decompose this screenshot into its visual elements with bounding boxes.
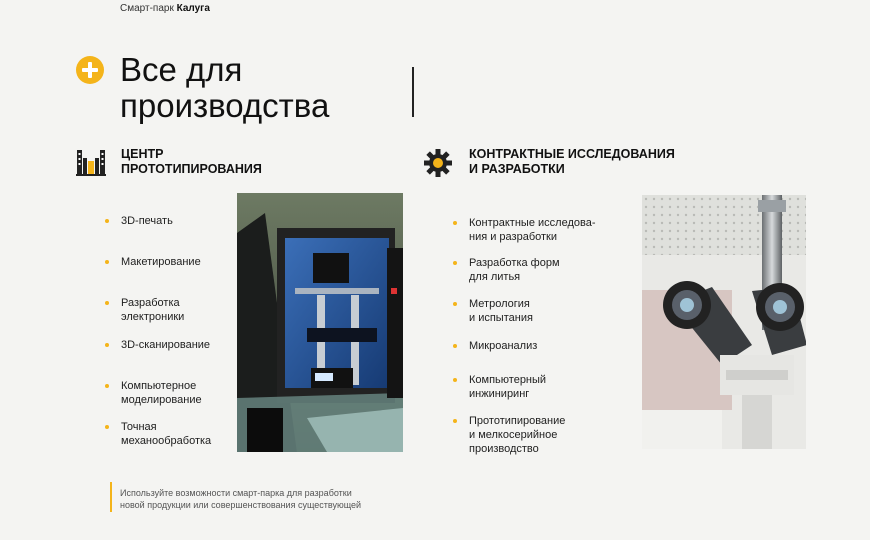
list-item (469, 339, 639, 353)
plus-icon (76, 56, 104, 84)
list-item-text: Разработка (121, 297, 180, 309)
section-heading-line: ЦЕНТР (121, 147, 164, 161)
list-item-text: инжиниринг (469, 388, 530, 400)
ghost-text (500, 60, 508, 92)
list-item-text: ния и разработки (469, 231, 557, 243)
list-item (469, 373, 639, 401)
3d-printer-photo (237, 193, 403, 452)
list-item (469, 297, 639, 325)
list-item (469, 414, 639, 456)
bullet-icon (453, 378, 457, 382)
section-heading-line: КОНТРАКТНЫЕ ИССЛЕДОВАНИЯ (469, 147, 675, 161)
list-item-text: Метрология (469, 298, 530, 310)
list-item-text: механообработка (121, 435, 212, 447)
page-title (120, 52, 410, 124)
list-item-text: 3D-сканирование (121, 339, 211, 351)
bullet-icon (453, 419, 457, 423)
list-item-text: Контрактные исследова- (469, 217, 596, 229)
list-item-text: Микроанализ (469, 340, 538, 352)
caption-accent-bar (110, 482, 112, 512)
list-item-text: для литья (469, 271, 521, 283)
list-item-text: Прототипирование (469, 415, 566, 427)
header-brand: Калуга (176, 3, 210, 14)
bullet-icon (105, 384, 109, 388)
section-heading-research (469, 147, 709, 177)
gear-icon (422, 147, 454, 179)
header-prefix: Смарт-парк (120, 3, 174, 14)
page-title-line1: Все для (120, 51, 243, 88)
bullet-icon (105, 425, 109, 429)
bullet-icon (105, 301, 109, 305)
bullet-icon (453, 302, 457, 306)
list-item-text: Точная (121, 421, 157, 433)
list-item (469, 256, 639, 284)
bullet-icon (453, 261, 457, 265)
bullet-icon (105, 260, 109, 264)
bullet-icon (453, 344, 457, 348)
list-item-text: и мелкосерийное (469, 429, 558, 441)
caption-text (120, 487, 420, 511)
list-item-text: моделирование (121, 394, 202, 406)
caption-line: новой продукции или совершенствования существующей (120, 500, 362, 510)
page-header (120, 3, 210, 14)
page-title-line2: производства (120, 87, 330, 124)
list-item-text: и испытания (469, 312, 533, 324)
microscope-photo (642, 195, 806, 449)
list-item-text: электроники (121, 311, 185, 323)
section-heading-line: ПРОТОТИПИРОВАНИЯ (121, 162, 262, 176)
list-item-text: 3D-печать (121, 215, 173, 227)
bullet-icon (453, 221, 457, 225)
building-icon (76, 147, 106, 177)
section-heading-prototyping (121, 147, 321, 177)
list-item-text: Компьютерное (121, 380, 197, 392)
bullet-icon (105, 343, 109, 347)
list-item-text: Разработка форм (469, 257, 560, 269)
bullet-icon (105, 219, 109, 223)
caption-line: Используйте возможности смарт-парка для разработки (120, 488, 352, 498)
list-item-text: Макетирование (121, 256, 201, 268)
list-item-text: производство (469, 443, 539, 455)
section-heading-line: И РАЗРАБОТКИ (469, 162, 565, 176)
list-item-text: Компьютерный (469, 374, 547, 386)
title-divider (412, 67, 414, 117)
list-item (469, 216, 639, 244)
